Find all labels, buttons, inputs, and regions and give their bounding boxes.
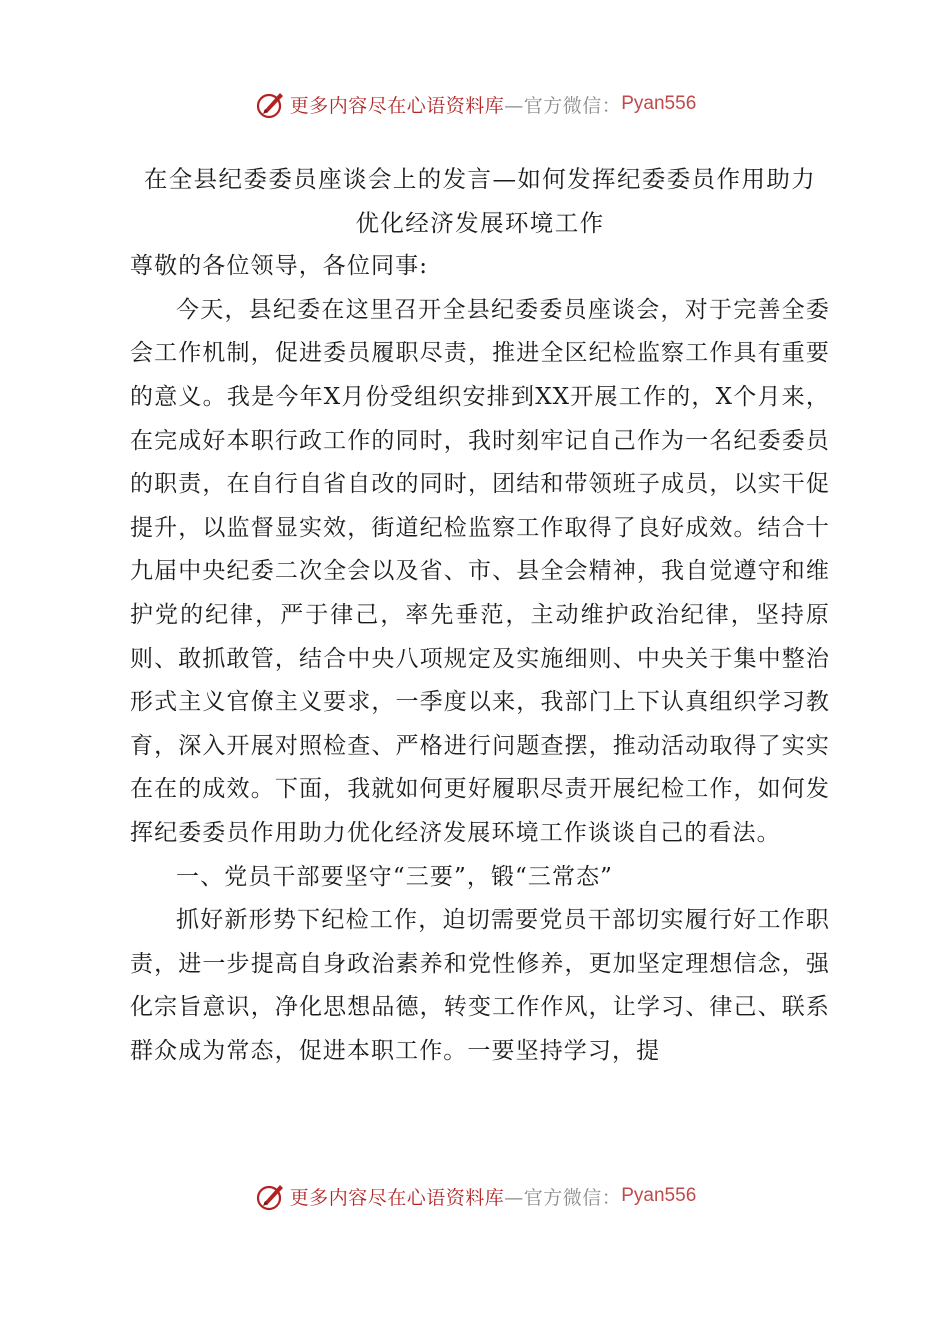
banner-text-id: Pyan556 [621,93,697,114]
title-line-1: 在全县纪委委员座谈会上的发言—如何发挥纪委委员作用助力 [143,165,817,193]
quill-logo-icon [254,87,288,121]
watermark-banner-top [0,84,950,124]
banner-text-library: 更多内容尽在心语资料库 [289,1186,505,1209]
title-line-2: 优化经济发展环境工作 [355,208,605,237]
paragraph-intro: 今天，县纪委在这里召开全县纪委委员座谈会，对于完善全委会工作机制，促进委员履职尽责，推进全区纪检监察工作具有重要的意义。我是今年X月份受组织安排到XX开展工作的，X个月来，在完成好本职行政工作的同时，我时刻牢记自己作为一名纪委委员的职责，在自行自省自改的同时，团结和带领班子成员，以实干促提升，以监督显实效，街道纪检监察工作取得了良好成效。结合十九届中央纪委二次全会以及省、市、县全会精神，我自觉遵守和维护党的纪律，严于律己，率先垂范，主动维护政治纪律，坚持原则、敢抓敢管，结合中央八项规定及实施细则、中央关于集中整治形式主义官僚主义要求，一季度以来，我部门上下认真组织学习教育，深入开展对照检查、严格进行问题查摆，推动活动取得了实实在在的成效。下面，我就如何更好履职尽责开展纪检工作，如何发挥纪委委员作用助力优化经济发展环境工作谈谈自己的看法。 [130,296,830,846]
salutation: 尊敬的各位领导，各位同事: [130,253,429,280]
banner-text-wechat: —官方微信： [504,1186,622,1209]
document-body [130,158,830,1073]
section-heading-1: 一、党员干部要坚守“三要”，锻“三常态” [176,863,614,890]
watermark-banner-bottom [0,1176,950,1216]
paragraph-section-1: 抓好新形势下纪检工作，迫切需要党员干部切实履行好工作职责，进一步提高自身政治素养和党性修养，更加坚定理想信念，强化宗旨意识，净化思想品德，转变工作作风，让学习、律己、联系群众成为常态，促进本职工作。一要坚持学习，提 [130,907,830,1064]
banner-text-wechat: —官方微信： [504,94,622,117]
quill-logo-icon [254,1179,288,1213]
banner-text-library: 更多内容尽在心语资料库 [289,94,505,117]
document-title [130,158,830,245]
banner-text-id: Pyan556 [621,1185,697,1206]
